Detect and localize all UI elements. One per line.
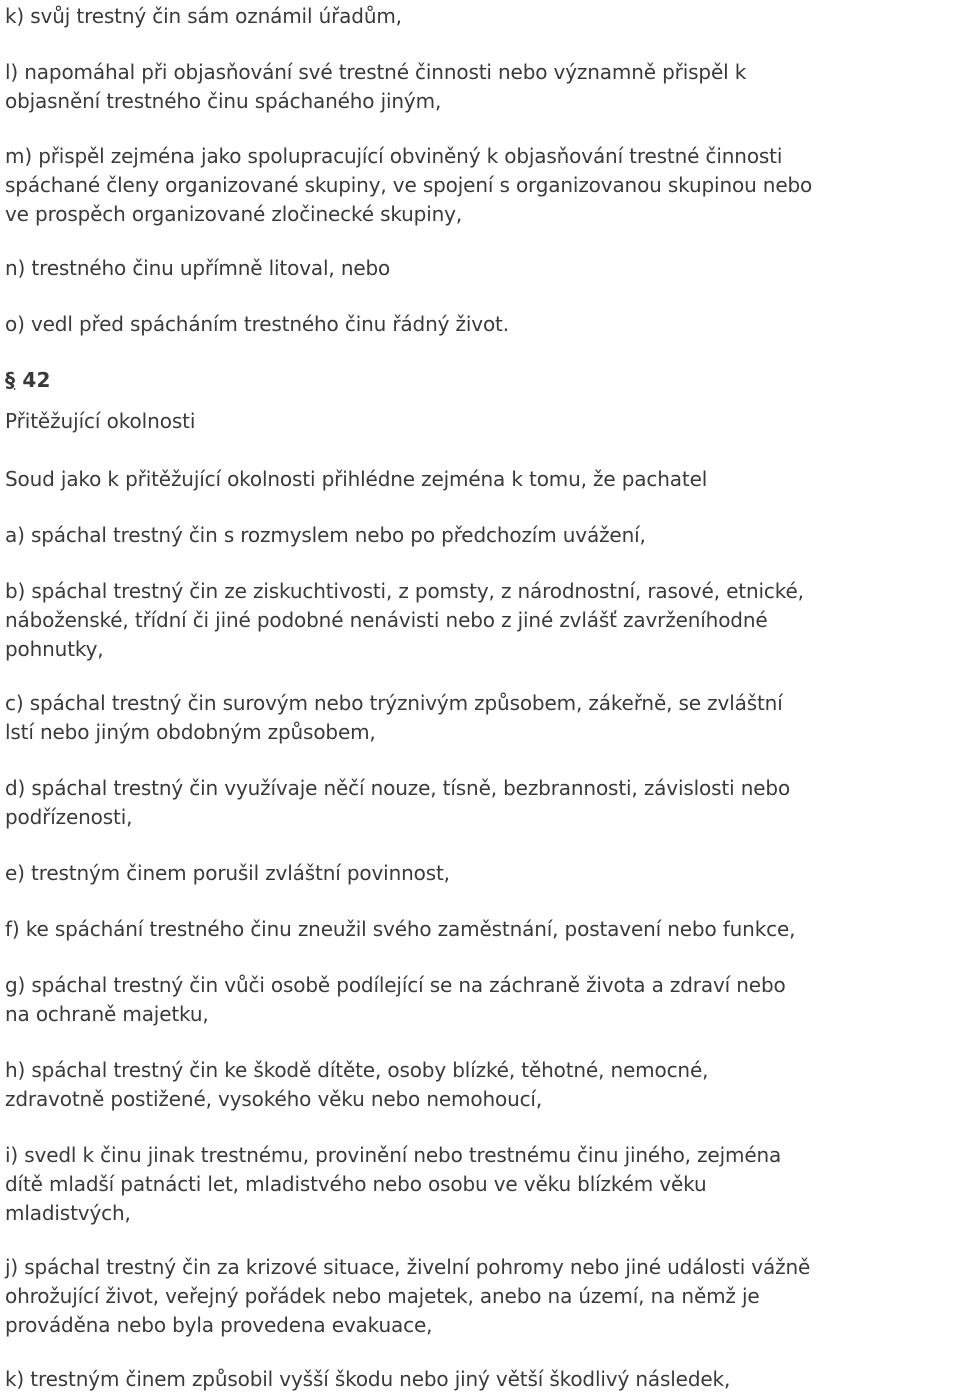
paragraph-line: b) spáchal trestný čin ze ziskuchtivosti, z pomsty, z národnostní, rasové, etnické, bbox=[5, 579, 804, 603]
paragraph-line: prováděna nebo byla provedena evakuace, bbox=[5, 1313, 433, 1337]
paragraph-line: náboženské, třídní či jiné podobné nenávisti nebo z jiné zvlášť zavrženíhodné bbox=[5, 608, 768, 632]
paragraph-m bbox=[5, 142, 957, 229]
paragraph-line: i) svedl k činu jinak trestnému, provinění nebo trestnému činu jiného, zejména bbox=[5, 1143, 782, 1167]
section-number: 42 bbox=[22, 368, 51, 392]
paragraph-line: na ochraně majetku, bbox=[5, 1002, 209, 1026]
paragraph-line: k) svůj trestný čin sám oznámil úřadům, bbox=[5, 4, 402, 28]
paragraph-line: pohnutky, bbox=[5, 637, 104, 661]
paragraph-c bbox=[5, 689, 957, 747]
paragraph-line: Soud jako k přitěžující okolnosti přihlédne zejména k tomu, že pachatel bbox=[5, 467, 708, 491]
paragraph-line: h) spáchal trestný čin ke škodě dítěte, osoby blízké, těhotné, nemocné, bbox=[5, 1058, 709, 1082]
paragraph-line: zdravotně postižené, vysokého věku nebo nemohoucí, bbox=[5, 1087, 543, 1111]
paragraph-line: m) přispěl zejména jako spolupracující obviněný k objasňování trestné činnosti bbox=[5, 144, 783, 168]
paragraph-line: f) ke spáchání trestného činu zneužil svého zaměstnání, postavení nebo funkce, bbox=[5, 917, 796, 941]
paragraph-line: c) spáchal trestný čin surovým nebo trýznivým způsobem, zákeřně, se zvláštní bbox=[5, 691, 783, 715]
paragraph-line: mladistvých, bbox=[5, 1201, 131, 1225]
paragraph-l bbox=[5, 58, 957, 116]
paragraph-line: ve prospěch organizované zločinecké skupiny, bbox=[5, 202, 463, 226]
paragraph-line: spáchané členy organizované skupiny, ve spojení s organizovanou skupinou nebo bbox=[5, 173, 813, 197]
paragraph-d bbox=[5, 774, 957, 832]
paragraph-a bbox=[5, 521, 957, 550]
paragraph-line: objasnění trestného činu spáchaného jiným, bbox=[5, 89, 442, 113]
paragraph-o bbox=[5, 310, 957, 339]
paragraph-k-after bbox=[5, 1365, 957, 1394]
paragraph-line: d) spáchal trestný čin využívaje něčí nouze, tísně, bezbrannosti, závislosti nebo bbox=[5, 776, 791, 800]
paragraph-line: n) trestného činu upřímně litoval, nebo bbox=[5, 256, 391, 280]
paragraph-line: lstí nebo jiným obdobným způsobem, bbox=[5, 720, 376, 744]
paragraph-h bbox=[5, 1056, 957, 1114]
paragraph-i bbox=[5, 1141, 957, 1228]
paragraph-g bbox=[5, 971, 957, 1029]
paragraph-f bbox=[5, 915, 957, 944]
paragraph-line: e) trestným činem porušil zvláštní povinnost, bbox=[5, 861, 450, 885]
paragraph-b bbox=[5, 577, 957, 664]
section-heading bbox=[5, 366, 51, 395]
paragraph-j bbox=[5, 1253, 957, 1340]
paragraph-line: o) vedl před spácháním trestného činu řádný život. bbox=[5, 312, 509, 336]
paragraph-line: a) spáchal trestný čin s rozmyslem nebo po předchozím uvážení, bbox=[5, 523, 646, 547]
paragraph-line: l) napomáhal při objasňování své trestné činnosti nebo významně přispěl k bbox=[5, 60, 747, 84]
paragraph-intro bbox=[5, 465, 957, 494]
paragraph-line: ohrožující život, veřejný pořádek nebo majetek, anebo na území, na němž je bbox=[5, 1284, 760, 1308]
paragraph-n bbox=[5, 254, 957, 283]
paragraph-k-before bbox=[5, 2, 957, 31]
paragraph-line: j) spáchal trestný čin za krizové situace, živelní pohromy nebo jiné události vážně bbox=[5, 1255, 811, 1279]
paragraph-line: podřízenosti, bbox=[5, 805, 133, 829]
paragraph-line: dítě mladší patnácti let, mladistvého nebo osobu ve věku blízkém věku bbox=[5, 1172, 707, 1196]
section-title: Přitěžující okolnosti bbox=[5, 409, 196, 433]
paragraph-line: k) trestným činem způsobil vyšší škodu nebo jiný větší škodlivý následek, bbox=[5, 1367, 731, 1391]
section-symbol: § bbox=[5, 368, 16, 392]
paragraph-line: g) spáchal trestný čin vůči osobě podílející se na záchraně života a zdraví nebo bbox=[5, 973, 786, 997]
paragraph-e bbox=[5, 859, 957, 888]
